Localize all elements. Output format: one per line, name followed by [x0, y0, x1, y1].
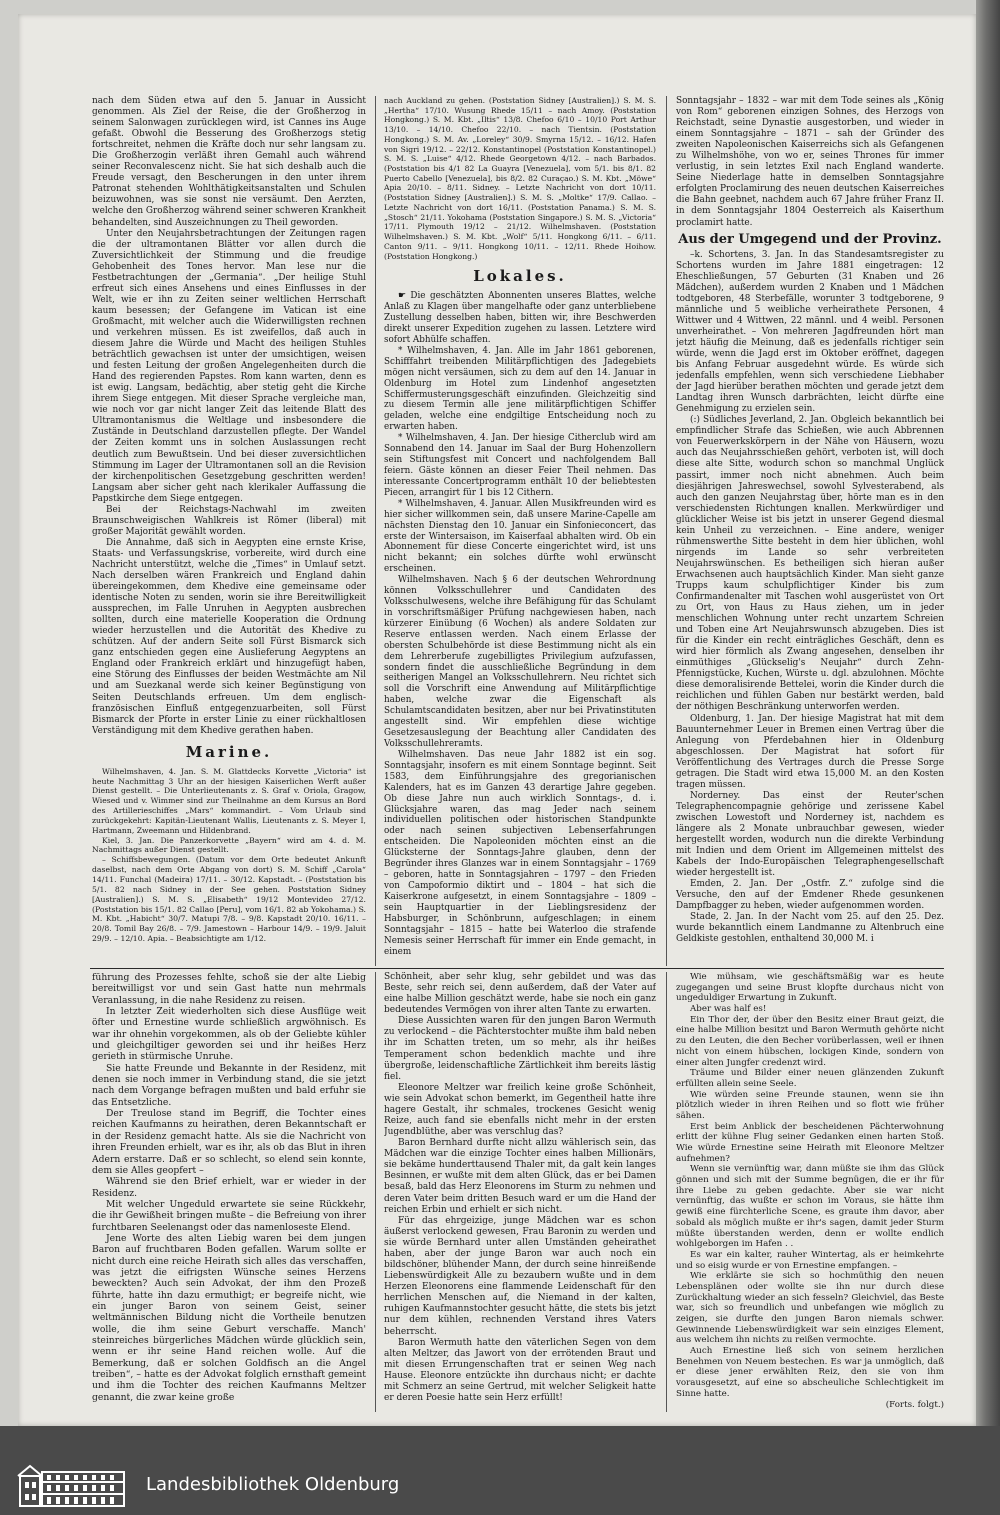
paragraph: Wie erklärte sie sich so hochmüthig den neuen Lebensplänen oder wollte sie ihn nur durch diese Zurückhaltung wieder an sich fesseln? Gleichviel, das Beste war, sich so freundlich und unbefangen wie möglich zu zeigen, sie durfte den jungen Baron niemals schwer. Gewinnende Liebenswürdigkeit war sein einziges Element, aus welchem ihn nichts zu reißen vermochte.	[676, 1271, 944, 1346]
paragraph: Baron Bernhard durfte nicht allzu wählerisch sein, das Mädchen war die einzige Tochter eines halben Millionärs, sie bekäme hunderttausend Thaler mit, da galt kein langes Besinnen, er wußte mit dem alten Glück, das er bei Damen besaß, bald das Herz Eleonorens im Sturm zu nehmen und deren Vater beim dritten Besuch ward er um die Hand der reichen Erbin und erhielt er sich nicht.	[384, 1138, 656, 1215]
paragraph: Baron Wermuth hatte den väterlichen Segen von dem alten Meltzer, das Jawort von der errötenden Braut und mit diesen Errungenschaften trat er seinen Weg nach Hause. Eleonore entzückte ihn durchaus nicht; er dachte mit Schmerz an seine Gertrud, mit welcher Seligkeit hatte er deren Poesie hatte sein Herz erfüllt!	[384, 1337, 656, 1403]
paragraph: Diese Aussichten waren für den jungen Baron Wermuth zu verlockend – die Pächterstochter mußte ihm bald neben ihr im Schatten treten, um so mehr, als ihr heißes Temperament schon bedenklich machte und ihre übergroße, leidenschaftliche Zärtlichkeit ihm bereits lästig fiel.	[384, 1016, 656, 1082]
paragraph: Erst beim Anblick der bescheidenen Pächterwohnung erlitt der kühne Flug seiner Gedanken einen harten Stoß. Wie würde Ernestine seine Heirath mit Eleonore Meltzer aufnehmen?	[676, 1121, 944, 1164]
paragraph: nach Auckland zu gehen. (Poststation Sidney [Australien].) S. M. S. „Hertha“ 17/10. Wusung Rhede 15/11 – nach Amoy. (Poststation Hongkong.) S. M. Kbt. „Iltis“ 13/8. Chefoo 6/10 – 10/10 Port Arthur 13/10. – 14/10. Chefoo 22/10. – nach Tientsin. (Poststation Hongkong.) S. M. Av. „Loreley“ 30/9. Smyrna 15/12. – 16/12. Hafen von Sigri 19/12. – 22/12. Konstantinopel (Poststation Konstantinopel.) S. M. S. „Luise“ 4/12. Rhede Georgetown 4/12. – nach Barbados. (Poststation bis 4/1 82 La Guayra [Venezuela], vom 5/1. bis 8/1. 82 Puerto Cabello [Venezuela], bis 8/2. 82 Curaçao.) S. M. Kbt. „Möwe“ Apia 20/10. – 8/11. Sidney. – Letzte Nachricht von dort 10/11. (Poststation Sidney [Australien].) S. M. S. „Moltke“ 17/9. Callao. – Letzte Nachricht von dort 16/11. (Poststation Panama.) S. M. S. „Stosch“ 21/11. Yokohama (Poststation Singapore.) S. M. S. „Victoria“ 17/11. Plymouth 19/12 – 21/12. Wilhelmshaven. (Poststation Wilhelmshaven.) S. M. Kbt. „Wolf“ 5/11. Hongkong 6/11. – 6/11. Canton 9/11. – 9/11. Hongkong 10/11. – 12/11. Rhede Hoihow. (Poststation Hongkong.)	[384, 96, 656, 261]
paragraph: Der Treulose stand im Begriff, die Tochter eines reichen Kaufmanns zu heirathen, deren Bekanntschaft er in der Residenz gemacht hatte. Als sie die Nachricht von ihren Freunden erhielt, war es ihr, als ob das Blut in ihren Adern erstarre. Daß er so schlecht, so elend sein konnte, dem sie Alles geopfert –	[92, 1108, 366, 1176]
section-heading-umgegend: Aus der Umgegend und der Provinz.	[678, 231, 942, 247]
feuilleton-rule	[90, 968, 944, 969]
paragraph: Wilhelmshaven. Nach § 6 der deutschen Wehrordnung können Volksschullehrer und Candidaten des Volksschulwesens, welche ihre Befähigung für das Schulamt in vorschriftsmäßiger Prüfung nachgewiesen haben, nach kürzerer Einübung (6 Wochen) als andere Soldaten zur Reserve entlassen werden. Nach einem Erlasse der obersten Schulbehörde ist diese Bestimmung nicht als ein dem Lehrerberufe zugebilligtes Privilegium aufzufassen, sondern findet die ausschließliche Begründung in dem seitherigen Mangel an Volksschullehrern. Neu richtet sich soll die Vorschrift eine Anwendung auf Militärpflichtige haben, welche zwar die Eigenschaft als Schulamtscandidaten besitzen, aber nur bei Privatinstituten angestellt sind. Wir empfehlen diese wichtige Gesetzesauslegung der Beachtung aller Candidaten des Volksschullehreramts.	[384, 575, 656, 750]
continuation-note: (Forts. folgt.)	[885, 1399, 944, 1410]
paragraph: Auch Ernestine ließ sich von seinem herzlichen Benehmen von Neuem bestechen. Es war ja unmöglich, daß er diese jener erwählten Reiz, den sie von ihm vorausgesetzt, auf eine so abscheuliche Schlechtigkeit im Sinne hatte.	[676, 1346, 944, 1399]
paragraph: * Wilhelmshaven, 4. Jan. Alle im Jahr 1861 geborenen, Schifffahrt treibenden Militärpflichtigen des Jadegebiets mögen nicht versäumen, sich zu dem auf den 14. Januar in Oldenburg im Hotel zum Lindenhof angesetzten Schiffermusterungsgeschäft einzufinden. Gleichzeitig sind zu diesem Termin alle jene militärpflichtigen Schiffer geladen, welche eine endgiltige Entscheidung noch zu erwarten haben.	[384, 345, 656, 433]
paragraph: Aber was half es!	[690, 1004, 767, 1015]
paragraph: führung des Prozesses fehlte, schoß sie der alte Liebig bereitwilligst vor und sein Gast hatte nun mehrmals Veranlassung, in die nahe Residenz zu reisen.	[92, 972, 366, 1006]
column-divider	[375, 96, 376, 966]
paragraph: Es war ein kalter, rauher Wintertag, als er heimkehrte und so eisig wurde er von Ernestine empfangen. –	[676, 1249, 944, 1271]
serial-column-3	[676, 972, 944, 1412]
paragraph: * Wilhelmshaven, 4. Januar. Allen Musikfreunden wird es hier sicher willkommen sein, daß unsere Marine-Capelle am nächsten Dienstag den 10. Januar ein Sinfonieconcert, das erste der Wintersaison, im Kaiserfaal abhalten wird. Ob ein Abonnement für diese Concerte eingerichtet wird, ist uns nicht bekannt; ein solches dürfte wohl erwünscht erscheinen.	[384, 498, 656, 575]
column-divider	[666, 972, 667, 1412]
paragraph: (:) Südliches Jeverland, 2. Jan. Obgleich bekanntlich bei empfindlicher Strafe das Schießen, wie auch Abbrennen von Feuerwerkskörpern in der Nähe von Häusern, wozu auch das Neujahrsschießen gehört, verboten ist, will doch diese alte Sitte, wodurch schon so manchmal Unglück passirt, immer noch nicht abnehmen. Auch beim diesjährigen Jahreswechsel, sowohl Sylvesterabend, als auch den ganzen Neujahrstag über, hörte man es in den verschiedensten Richtungen knallen. Merkwürdiger und glücklicher Weise ist bis jetzt in unserer Gegend diesmal kein Unheil zu verzeichnen. – Eine andere, weniger rühmenswerthe Sitte besteht in dem hier üblichen, wohl nirgends im Lande so sehr verbreiteten Neujahrswünschen. Es betheiligen sich hieran außer Erwachsenen auch hauptsächlich Kinder. Man sieht ganze Trupps kaum schulpflichtiger Kinder bis zum Confirmandenalter mit Taschen wohl ausgerüstet von Ort zu Ort, von Haus zu Haus ziehen, um in jeder menschlichen Wohnung unter recht unzartem Schreien und Toben eine Art Neujahrswunsch abzugeben. Dies ist für die Kinder ein recht einträgliches Geschäft, denn es wird hier förmlich als Zwang angesehen, denselben ihr einmüthiges „Glückselig's Neujahr“ durch Zehn-Pfennigstücke, Kuchen, Würste u. dgl. abzulohnen. Möchte diese demoralisirende Bettelei, worin die Kinder durch die reichlichen und fühlen Gaben nur bestärkt werden, bald der nöthigen Beschränkung unterworfen werden.	[676, 415, 944, 713]
paragraph: Für das ehrgeizige, junge Mädchen war es schon äußerst verlockend gewesen, Frau Baronin zu werden und sie würde Bernhard unter allen Umständen geheirathet haben, aber der junge Baron war auch noch ein bildschöner, blühender Mann, der durch seine hinreißende Liebenswürdigkeit Alle zu bezaubern wußte und in dem Herzen Eleonorens eine flammende Leidenschaft für den herrlichen Menschen auf, die Niemand in der kalten, ruhigen Kaufmannstochter gesucht hätte, die stets bis jetzt nur dem kühlen, rechnenden Verstand ihres Vaters beherrscht.	[384, 1215, 656, 1337]
serial-column-1	[92, 972, 366, 1412]
paragraph: Die Annahme, daß sich in Aegypten eine ernste Krise, Staats- und Verfassungskrise, vorbereite, wird durch eine Nachricht unterstützt, welche die „Times“ in Umlauf setzt. Nach derselben wären Frankreich und England dahin übereingekommen, dem Khedive eine gemeinsame oder identische Noten zu senden, worin sie ihre Bereitwilligkeit aussprechen, im Falle Unruhen in Aegypten ausbrechen sollten, durch eine materielle Kooperation die Ordnung wieder herzustellen und die Autorität des Khedive zu schützen. Auf der andern Seite soll Fürst Bismarck sich ganz entschieden gegen eine Auslieferung Aegyptens an England oder Frankreich erklärt und hinzugefügt haben, eine Störung des Einflusses der beiden Westmächte am Nil und am Suezkanal werde sich keiner Begünstigung von Seiten Deutschlands erfreuen. Um dem englisch-französischen Einfluß entgegenzuarbeiten, soll Fürst Bismarck der Pforte in erster Linie zu einer rückhaltlosen Verständigung mit dem Khedive gerathen haben.	[92, 537, 366, 736]
paragraph: Während sie den Brief erhielt, war er wieder in der Residenz.	[92, 1176, 366, 1199]
column-1	[92, 96, 366, 958]
paragraph: Emden, 2. Jan. Der „Ostfr. Z.“ zufolge sind die Versuche, den auf der Emdener Rhede gesunkenen Dampfbagger zu heben, wieder aufgenommen worden.	[676, 879, 944, 912]
paragraph: ☛ Die geschätzten Abonnenten unseres Blattes, welche Anlaß zu Klagen über mangelhafte oder ganz unterbliebene Zustellung desselben haben, bitten wir, ihre Beschwerden direkt unserer Expedition zugehen zu lassen. Letztere wird sofort Abhülfe schaffen.	[384, 291, 656, 345]
paragraph: Unter den Neujahrsbetrachtungen der Zeitungen ragen die der ultramontanen Blätter vor allen durch die Zuversichtlichkeit der Stimmung und die freudige Gehobenheit des Tones hervor. Man lese nur die Festbetrachtungen der „Germania“. „Der heilige Stuhl erfreut sich eines Ansehens und eines Einflusses in der Welt, wie er ihn zu Zeiten seiner weltlichen Herrschaft kaum besessen; der Gefangene im Vatican ist eine Großmacht, mit welcher auch die Widerwilligsten rechnen und verkehren müssen. Es ist zweifellos, daß auch in diesem Jahre die Würde und Macht des heiligen Stuhles beträchtlich gewachsen ist unter der umsichtigen, weisen und festen Leitung der großen Angelegenheiten durch die Hand des regierenden Papstes. Rom kann warten, denn es ist ewig. Langsam, bedächtig, aber stetig geht die Kirche ihrem Siege entgegen. Mit dieser Sprache vergleiche man, wie noch vor gar nicht langer Zeit das leitende Blatt des Ultramontanismus die Weltlage und insbesondere die Zustände in Deutschland darzustellen pflegte. Der Wandel der Zeiten kommt uns in solchen Auslassungen recht deutlich zum Bewußtsein. Und bei dieser zuversichtlichen Stimmung im Lager der Ultramontanen soll an die Revision der kirchenpolitischen Gesetzgebung geschritten werden! Langsam aber sicher geht nach klerikaler Auffassung die Papstkirche dem Siege entgegen.	[92, 228, 366, 504]
serial-column-2	[384, 972, 656, 1412]
paragraph: Träume und Bilder einer neuen glänzenden Zukunft erfüllten allein seine Seele.	[676, 1068, 944, 1089]
page-edge	[976, 0, 1000, 1515]
footer-label: Landesbibliothek Oldenburg	[146, 1474, 400, 1495]
paragraph: In letzter Zeit wiederholten sich diese Ausflüge weit öfter und Ernestine wurde schließlich argwöhnisch. Es war ihr ohnehin vorgekommen, als ob der Geliebte kühler und gleichgiltiger geworden sei und ihr heißes Herz gerieth in stürmische Unruhe.	[92, 1006, 366, 1063]
paragraph: Stade, 2. Jan. In der Nacht vom 25. auf den 25. Dez. wurde bekanntlich einem Landmanne zu Altenbruch eine Geldkiste gestohlen, enthaltend 30,000 M. i	[676, 912, 944, 945]
paragraph: Bei der Reichstags-Nachwahl im zweiten Braunschweigischen Wahlkreis ist Römer (liberal) mit großer Majorität gewählt worden.	[92, 504, 366, 537]
paragraph: Wilhelmshaven, 4. Jan. S. M. Glattdecks Korvette „Victoria“ ist heute Nachmittag 3 Uhr an der hiesigen Kaiserlichen Werft außer Dienst gestellt. – Die Unterlieutenants z. S. Graf v. Oriola, Gragow, Wiesed und v. Wimmer sind zur Theilnahme an dem Kursus an Bord des Artillerieschiffes „Mars“ kommandirt. – Vom Urlaub sind zurückgekehrt: Kapitän-Lieutenant Wallis, Lieutenants z. S. Meyer I, Hartmann, Zweemann und Hildenbrand.	[92, 766, 366, 835]
paragraph: Norderney. Das einst der Reuter'schen Telegraphencompagnie gehörige und zerissene Kabel zwischen Lowestoft und Norderney ist, nachdem es längere als 2 Monate unbrauchbar gewesen, wieder hergestellt worden, wodurch nun die direkte Verbindung mit Indien und dem Orient im Allgemeinen mittelst des Kabels der Indo-Europäischen Telegraphengesellschaft wieder hergestellt ist.	[676, 790, 944, 879]
paragraph: – Schiffsbewegungen. (Datum vor dem Orte bedeutet Ankunft daselbst, nach dem Orte Abgang von dort) S. M. Schiff „Carola“ 14/11. Funchal (Madeira) 17/11. – 30/12. Kapstadt. – (Poststation bis 5/1. 82 nach Sidney in der See gehen. Poststation Sidney [Australien].) S. M. S. „Elisabeth“ 19/12 Montevideo 27/12. (Poststation bis 15/1. 82 Callao [Peru], vom 16/1. 82 ab Yokohama.) S. M. Kbt. „Habicht“ 30/7. Matupi 7/8. – 9/8. Kapstadt 20/10. 16/11. – 20/8. Tomil Bay 26/8. – 7/9. Jamestown – Harbour 14/9. – 19/9. Jaluit 29/9. – 12/10. Apia. – Beabsichtigte am 1/12.	[92, 855, 366, 944]
footer-bar	[0, 1426, 1000, 1515]
paragraph: Mit welcher Ungeduld erwartete sie seine Rückkehr, die ihr Gewißheit bringen mußte – die Befreiung von ihrer furchtbaren Seelenangst oder das namenloseste Elend.	[92, 1198, 366, 1233]
paragraph: * Wilhelmshaven, 4. Jan. Der hiesige Citherclub wird am Sonnabend den 14. Januar im Saal der Burg Hohenzollern sein Stiftungsfest mit Concert und nachfolgendem Ball feiern. Gäste können an dieser Feier Theil nehmen. Das interessante Concertprogramm enthält 10 der beliebtesten Piecen, arrangirt für 1 bis 12 Cithern.	[384, 433, 656, 498]
paragraph: Wenn sie vernünftig war, dann müßte sie ihm das Glück gönnen und sich mit der Summe begnügen, die er ihr für ihre Liebe zu geben gedachte. Aber sie war nicht vernünftig, das wußte er schon im Voraus, sie hätte ihm gewiß eine fürchterliche Scene, es graute ihm davor, aber sobald als möglich mußte er ihr's sagen, damit jeder Sturm müßte überstanden werden, denn er wollte endlich wohlgeborgen im Hafen . .	[676, 1164, 944, 1250]
paragraph: Oldenburg, 1. Jan. Der hiesige Magistrat hat mit dem Bauunternehmer Leuer in Bremen einen Vertrag über die Anlegung von Pferdebahnen hier in Oldenburg abgeschlossen. Der Magistrat hat sofort für Veröffentlichung des Vertrages durch die Presse Sorge getragen. Die Stadt wird etwa 15,000 M. an den Kosten tragen müssen.	[676, 713, 944, 790]
library-building-icon	[16, 1456, 128, 1510]
paragraph: Wie würden seine Freunde staunen, wenn sie ihn plötzlich wieder in ihren Reihen und so flott wie früher sähen.	[676, 1089, 944, 1121]
paragraph: Eleonore Meltzer war freilich keine große Schönheit, wie sein Advokat schon bemerkt, im Gegentheil hatte ihre hagere Gestalt, ihr schmales, trockenes Gesicht wenig Reize, auch fand sie ebenfalls nicht mehr in der ersten Jugendblüthe, aber was verschlug das?	[384, 1082, 656, 1138]
pointing-hand-icon: ☛	[398, 291, 406, 302]
paragraph: –k. Schortens, 3. Jan. In das Standesamtsregister zu Schortens wurden im Jahre 1881 eingetragen: 12 Eheschließungen, 57 Geburten (31 Knaben und 26 Mädchen), außerdem wurden 2 Knaben und 1 Mädchen todtgeboren, 48 Sterbefälle, worunter 3 todtgeborene, 9 männliche und 5 weibliche verheirathete Personen, 4 Wittwer und 4 Wittwen, 22 männl. und 4 weibl. Personen unverheirathet. – Von mehreren Jagdfreunden hört man jetzt häufig die Meinung, daß es jedenfalls richtiger sein würde, wenn die Jagd erst im Oktober eröffnet, dagegen bis Anfang Februar ausgedehnt würde. Es würde sich jedenfalls empfehlen, wenn sich verschiedene Liebhaber der Jagd hierüber berathen möchten und gerade jetzt dem Landtag ihren Wunsch darbrächten, leicht dürfte eine Genehmigung zu erzielen sein.	[676, 249, 944, 415]
paragraph: Ein Thor der, der über den Besitz einer Braut geizt, die eine halbe Million besitzt und Baron Wermuth gehörte nicht zu den Leuten, die den Becher vorüberlassen, weil er ihnen nicht von einem hübschen, lockigen Kinde, sondern von einer alten Jungfer credenzt wird.	[676, 1014, 944, 1068]
paragraph: Sie hatte Freunde und Bekannte in der Residenz, mit denen sie noch immer in Verbindung stand, die sie jetzt nach dem Vorgange befragen mußten und bald erfuhr sie das Entsetzliche.	[92, 1062, 366, 1108]
column-divider	[375, 972, 376, 1412]
section-heading-marine: Marine.	[185, 742, 273, 761]
column-2	[384, 96, 656, 958]
paragraph: Wie mühsam, wie geschäftsmäßig war es heute zugegangen und seine Brust klopfte durchaus nicht von ungeduldiger Erwartung in Zukunft.	[676, 972, 944, 1004]
section-heading-lokales: Lokales.	[473, 267, 567, 286]
paragraph: Schönheit, aber sehr klug, sehr gebildet und was das Beste, sehr reich sei, denn außerdem, daß der Vater auf eine halbe Million geschätzt werde, habe sie noch ein ganz bedeutendes Vermögen von ihrer alten Tante zu erwarten.	[384, 972, 656, 1016]
paragraph: Jene Worte des alten Liebig waren bei dem jungen Baron auf fruchtbaren Boden gefallen. Warum sollte er nicht durch eine reiche Heirath sich alles das verschaffen, was jetzt die eifrigsten Wünsche seines Herzens beweckten? Auch sein Advokat, der ihm den Prozeß führte, hatte ihn dazu ermuthigt; er begreife nicht, wie ein junger Baron von seinem Geist, seiner weltmännischen Bildung nicht die Vortheile benutzen wolle, die ihm seine Geburt verschaffe. Manch' steinreiches bürgerliches Mädchen würde glücklich sein, wenn er ihr seine Hand reichen wolle. Auf die Bemerkung, daß er solchen Goldfisch an die Angel treiben“, – hatte es der Advokat folglich ernsthaft gemeint und ihm die Tochter des reichen Kaufmanns Meltzer genannt, die zwar keine große	[92, 1232, 366, 1403]
paragraph: Sonntagsjahr – 1832 – war mit dem Tode seines als „König von Rom“ geborenen einzigen Sohnes, des Herzogs von Reichstadt, seine Dynastie ausgestorben, und wieder in einem Sonntagsjahre – 1871 – sah der Gründer des zweiten Napoleonischen Kaiserreichs sich als Gefangenen zu Wilhelmshöhe, von wo er, seines Thrones für immer verlustig, in sein letztes Exil nach England wanderte. Seine Niederlage hatte in demselben Sonntagsjahre erfolgten Proclamirung des neuen deutschen Kaiserreiches die Bahn geebnet, nachdem auch 67 Jahre früher Franz II. in dem Sonntagsjahr 1804 Oesterreich als Kaiserthum proclamirt hatte.	[676, 96, 944, 228]
paragraph: nach dem Süden etwa auf den 5. Januar in Aussicht genommen. Als Ziel der Reise, die der Großherzog in seinem Salonwagen zurücklegen wird, ist Cannes ins Auge gefaßt. Obwohl die Besserung des Großherzogs stetig fortschreitet, nehmen die Kräfte doch nur sehr langsam zu. Die Großherzogin verläßt ihren Gemahl auch während seiner Reconvalescenz nicht. Sie hat sich deshalb auch die Freude versagt, den Bescherungen in den unter ihrem Patronat stehenden Wohlthätigkeitsanstalten und Schulen beizuwohnen, was sie sonst nie versäumt. Den Aerzten, welche den Großherzog während seiner schweren Krankheit behandelten, sind Auszeichnungen zu Theil geworden.	[92, 96, 366, 228]
column-divider	[666, 96, 667, 966]
column-3	[676, 96, 944, 958]
paragraph: Wilhelmshaven. Das neue Jahr 1882 ist ein sog. Sonntagsjahr, insofern es mit einem Sonntage beginnt. Seit 1583, dem Einführungsjahre des gregorianischen Kalenders, hat es im Ganzen 43 derartige Jahre gegeben. Ob diese Jahre nun auch wirklich Sonntags-, d. i. Glücksjahre waren, das mag Jeder nach seinem individuellen politischen oder historischen Standpunkte oder nach seinen subjectiven Lebenserfahrungen entscheiden. Die Napoleoniden möchten einst an die Glücksterne der Sonntags-Jahre glauben, denn der Begründer ihres Glanzes war in einem Sonntagsjahr – 1769 – geboren, hatte in Sonntagsjahren – 1797 – den Frieden von Campoformio diktirt und – 1804 – hat sich die Kaiserkrone aufgesetzt, in einem Sonntagsjahre – 1809 – sein Hauptquartier in der Lieblingsresidenz der Habsburger, in Schönbrunn, aufgeschlagen; in einem Sonntagsjahr – 1815 – hatte bei Waterloo die strafende Nemesis seiner Herrschaft für immer ein Ende gemacht, in einem	[384, 749, 656, 957]
paragraph: Kiel, 3. Jan. Die Panzerkorvette „Bayern“ wird am 4. d. M. Nachmittags außer Dienst gestellt.	[92, 835, 366, 855]
